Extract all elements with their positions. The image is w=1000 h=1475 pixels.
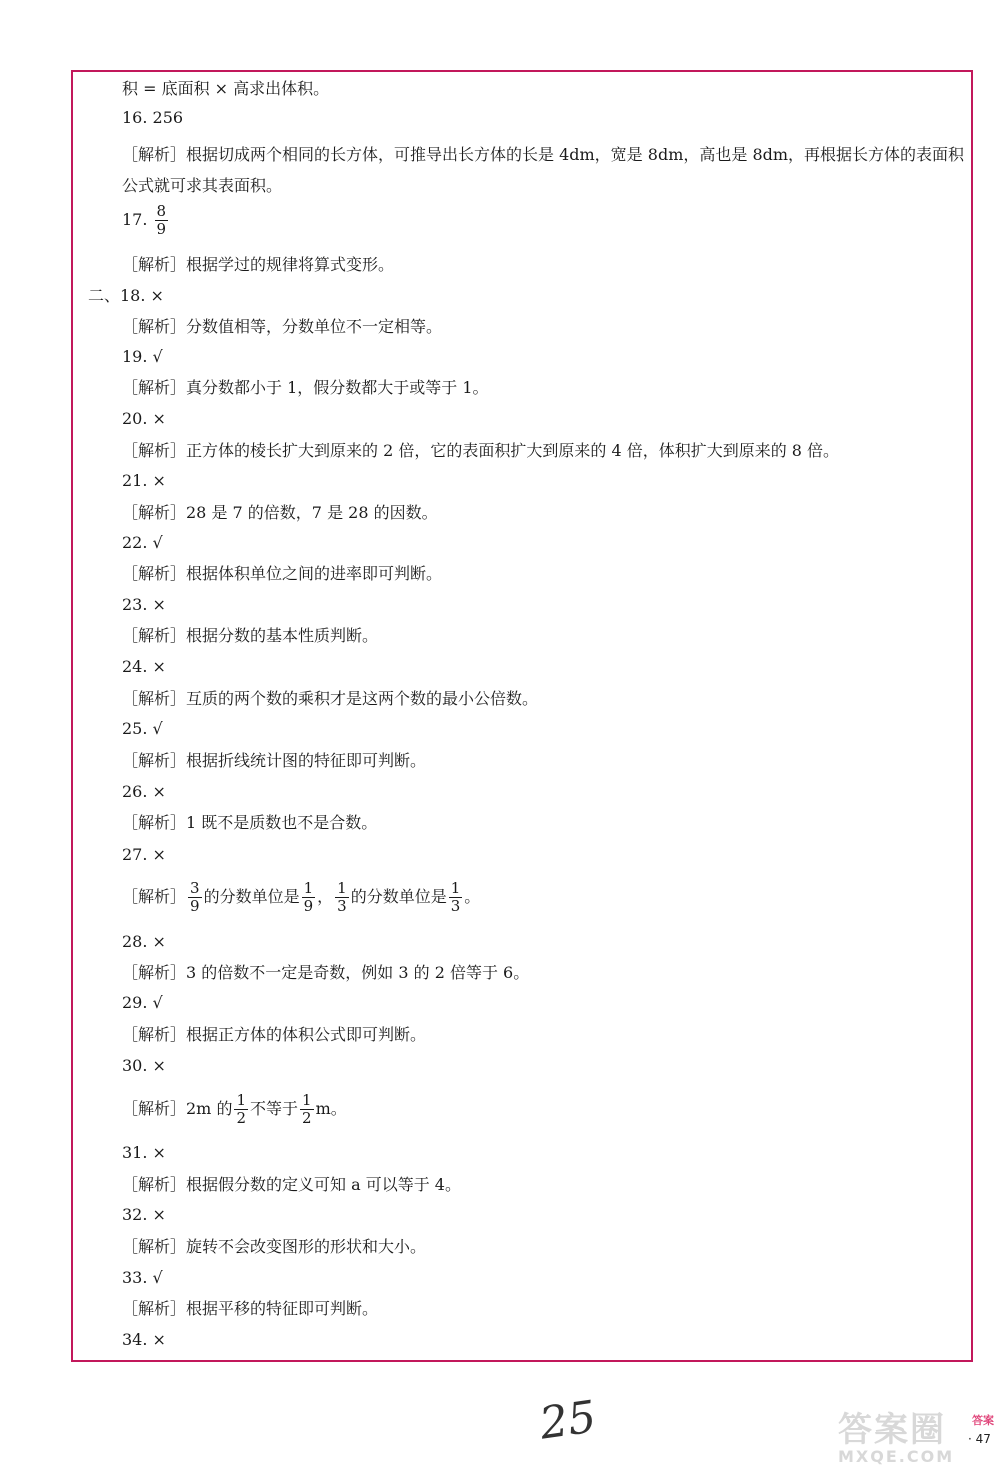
page-number: · 47 (968, 1432, 991, 1446)
fraction: $\frac{1}{2}$ (302, 1091, 312, 1127)
analysis-26: ［解析］1 既不是质数也不是合数。 (122, 813, 378, 832)
answer-17 (122, 203, 170, 238)
fraction: $\frac{8}{9}$ (156, 202, 167, 238)
answer-30: 30. × (122, 1056, 166, 1075)
analysis-32: ［解析］旋转不会改变图形的形状和大小。 (122, 1237, 427, 1256)
analysis-16-text: ［解析］根据切成两个相同的长方体，可推导出长方体的长是 4dm，宽是 8dm，高也是 8dm，再根据长方体的表面积公式就可求其表面积。 (122, 145, 965, 195)
analysis-28: ［解析］3 的倍数不一定是奇数，例如 3 的 2 倍等于 6。 (122, 963, 530, 982)
answer-27: 27. × (122, 845, 166, 864)
fraction: $\frac{1}{3}$ (337, 879, 347, 915)
answer-17-label: 17. (122, 210, 148, 229)
answer-29: 29. √ (122, 993, 163, 1012)
text-line: 积 = 底面积 × 高求出体积。 (122, 79, 330, 98)
answer-24: 24. × (122, 657, 166, 676)
analysis-19: ［解析］真分数都小于 1，假分数都大于或等于 1。 (122, 378, 489, 397)
analysis-16 (122, 139, 974, 201)
answer-19: 19. √ (122, 347, 163, 366)
fraction: $\frac{1}{3}$ (450, 879, 461, 915)
analysis-18: ［解析］分数值相等，分数单位不一定相等。 (122, 317, 443, 336)
answer-31: 31. × (122, 1143, 166, 1162)
answer-22: 22. √ (122, 533, 163, 552)
answer-34: 34. × (122, 1330, 166, 1349)
analysis-23: ［解析］根据分数的基本性质判断。 (122, 626, 379, 645)
answer-16: 16. 256 (122, 108, 184, 127)
handwritten-page-mark: 25 (536, 1391, 600, 1450)
analysis-27: ［解析］ $\frac{3}{9}$ 的分数单位是 $\frac{1}{9}$ ， $\frac{1}{3}$ 的分数单位是 $\frac{1}{3}$ 。 (122, 879, 481, 915)
analysis-22: ［解析］根据体积单位之间的进率即可判断。 (122, 564, 443, 583)
analysis-20: ［解析］正方体的棱长扩大到原来的 2 倍，它的表面积扩大到原来的 4 倍，体积扩大到原来的 8 倍。 (122, 441, 840, 460)
answer-23: 23. × (122, 595, 166, 614)
fraction: $\frac{3}{9}$ (190, 879, 200, 915)
answer-32: 32. × (122, 1205, 166, 1224)
watermark-logo: 答案圈 MXQE.COM 答案 (838, 1410, 994, 1466)
answer-21: 21. × (122, 471, 166, 490)
section-2-answer-18: 二、18. × (88, 286, 164, 305)
analysis-25: ［解析］根据折线统计图的特征即可判断。 (122, 751, 427, 770)
answer-26: 26. × (122, 782, 166, 801)
analysis-31: ［解析］根据假分数的定义可知 a 可以等于 4。 (122, 1175, 461, 1194)
answer-28: 28. × (122, 932, 166, 951)
analysis-17: ［解析］根据学过的规律将算式变形。 (122, 255, 395, 274)
fraction: $\frac{1}{9}$ (303, 879, 314, 915)
answer-33: 33. √ (122, 1268, 163, 1287)
fraction: $\frac{1}{2}$ (236, 1091, 246, 1127)
answer-25: 25. √ (122, 719, 163, 738)
analysis-30: ［解析］2m 的 $\frac{1}{2}$ 不等于 $\frac{1}{2}$ m。 (122, 1091, 347, 1127)
analysis-29: ［解析］根据正方体的体积公式即可判断。 (122, 1025, 427, 1044)
answer-20: 20. × (122, 409, 166, 428)
analysis-33: ［解析］根据平移的特征即可判断。 (122, 1299, 379, 1318)
analysis-24: ［解析］互质的两个数的乘积才是这两个数的最小公倍数。 (122, 689, 539, 708)
analysis-21: ［解析］28 是 7 的倍数，7 是 28 的因数。 (122, 503, 438, 522)
